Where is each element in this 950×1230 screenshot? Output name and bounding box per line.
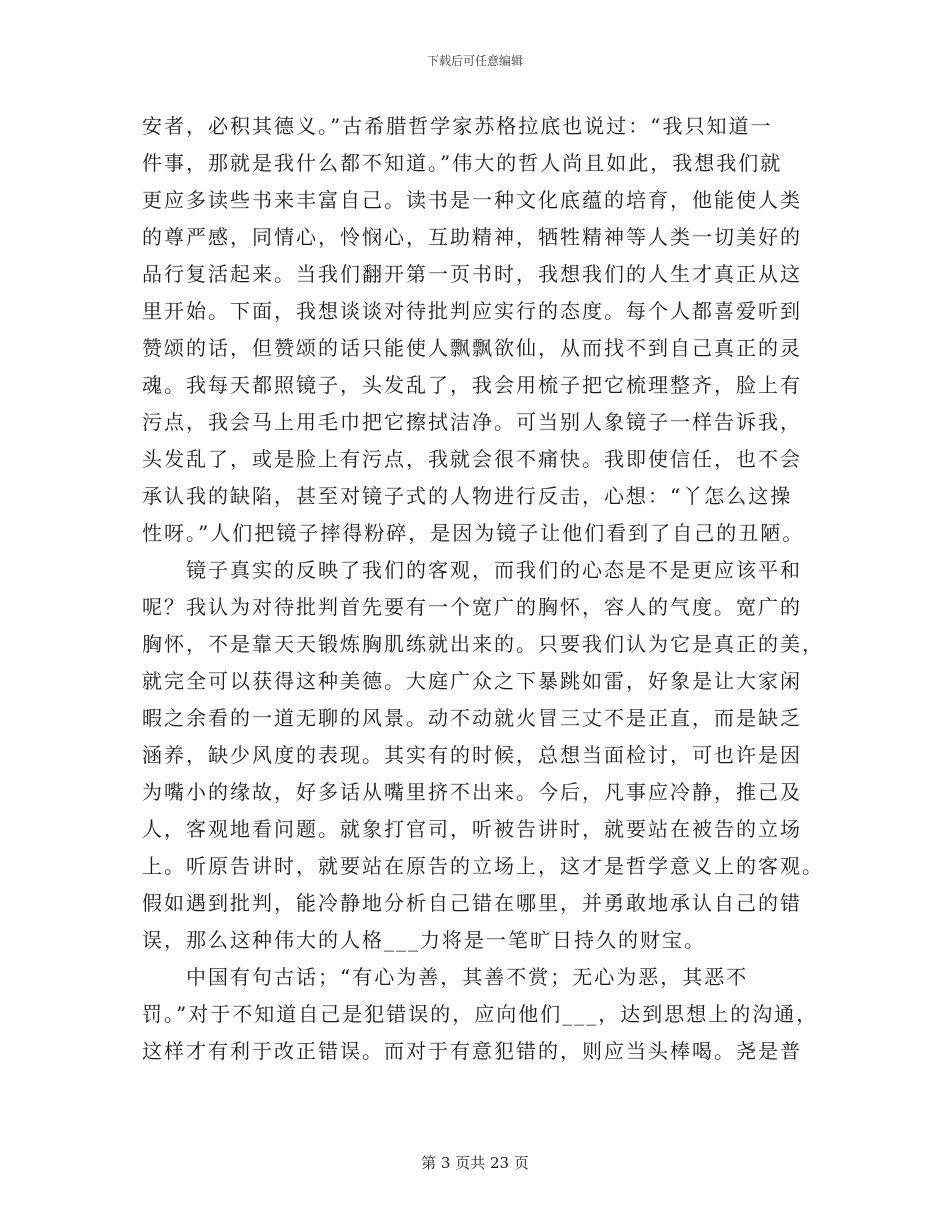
text-line: 更应多读些书来丰富自己。读书是一种文化底蕴的培育，他能使人类 bbox=[142, 188, 802, 212]
text-line: 承认我的缺陷，甚至对镜子式的人物进行反击，心想：“丫怎么这操 bbox=[142, 484, 793, 508]
page-header: 下载后可任意编辑 bbox=[426, 54, 523, 68]
text-line: 上。听原告讲时，就要站在原告的立场上，这才是哲学意义上的客观。 bbox=[142, 854, 824, 878]
document-body bbox=[142, 108, 822, 1070]
text-line: 假如遇到批判，能冷静地分析自己错在哪里，并勇敢地承认自己的错 bbox=[142, 891, 802, 915]
text-line: 为嘴小的缘故，好多话从嘴里挤不出来。今后，凡事应冷静，推己及 bbox=[142, 780, 802, 804]
text-line: 头发乱了，或是脸上有污点，我就会很不痛快。我即使信任，也不会 bbox=[142, 447, 802, 471]
text-line: 涵养，缺少风度的表现。其实有的时候，总想当面检讨，可也许是因 bbox=[142, 743, 802, 767]
text-line: 品行复活起来。当我们翻开第一页书时，我想我们的人生才真正从这 bbox=[142, 262, 802, 286]
text-line: 污点，我会马上用毛巾把它擦拭洁净。可当别人象镜子一样告诉我， bbox=[142, 410, 802, 434]
text-line: 这样才有利于改正错误。而对于有意犯错的，则应当头棒喝。尧是普 bbox=[142, 1039, 802, 1063]
text-line: 魂。我每天都照镜子，头发乱了，我会用梳子把它梳理整齐，脸上有 bbox=[142, 373, 802, 397]
page-number: 第 3 页共 23 页 bbox=[421, 1154, 529, 1172]
text-line: 误，那么这种伟大的人格___力将是一笔旷日持久的财宝。 bbox=[142, 928, 706, 952]
text-line: 安者，必积其德义。”古希腊哲学家苏格拉底也说过：“我只知道一 bbox=[142, 114, 773, 138]
text-line: 中国有句古话；“有心为善，其善不赏；无心为恶，其恶不 bbox=[142, 965, 749, 989]
text-line: 胸怀，不是靠天天锻炼胸肌练就出来的。只要我们认为它是真正的美， bbox=[142, 632, 824, 656]
text-line: 人，客观地看问题。就象打官司，听被告讲时，就要站在被告的立场 bbox=[142, 817, 802, 841]
text-line: 镜子真实的反映了我们的客观，而我们的心态是不是更应该平和 bbox=[142, 558, 802, 582]
text-line: 赞颂的话，但赞颂的话只能使人飘飘欲仙，从而找不到自己真正的灵 bbox=[142, 336, 802, 360]
text-line: 性呀。”人们把镜子摔得粉碎，是因为镜子让他们看到了自己的丑陋。 bbox=[142, 521, 805, 545]
text-line: 里开始。下面，我想谈谈对待批判应实行的态度。每个人都喜爱听到 bbox=[142, 299, 802, 323]
text-line: 就完全可以获得这种美德。大庭广众之下暴跳如雷，好象是让大家闲 bbox=[142, 669, 802, 693]
text-line: 的尊严感，同情心，怜悯心，互助精神，牺牲精神等人类一切美好的 bbox=[142, 225, 802, 249]
text-line: 呢？我认为对待批判首先要有一个宽广的胸怀，容人的气度。宽广的 bbox=[142, 595, 802, 619]
text-line: 暇之余看的一道无聊的风景。动不动就火冒三丈不是正直，而是缺乏 bbox=[142, 706, 802, 730]
text-line: 件事，那就是我什么都不知道。”伟大的哲人尚且如此，我想我们就 bbox=[142, 151, 783, 175]
text-line: 罚。”对于不知道自己是犯错误的，应向他们___，达到思想上的沟通， bbox=[142, 1002, 819, 1026]
